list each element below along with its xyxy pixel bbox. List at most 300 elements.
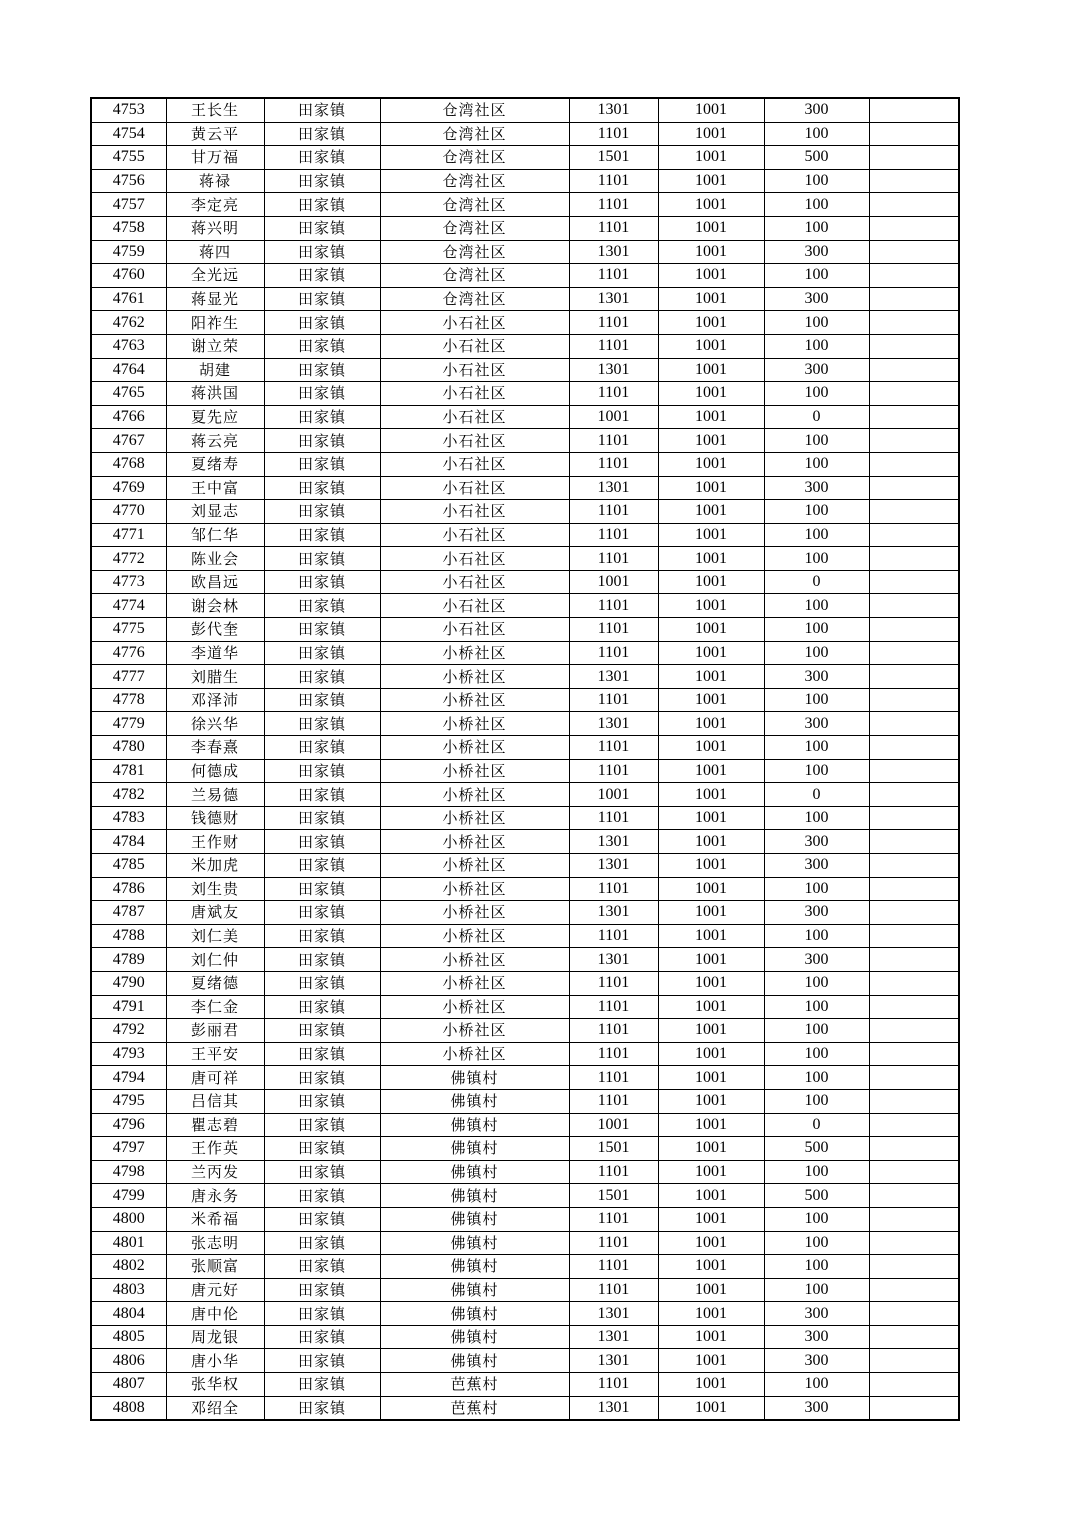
name-cell: 吕信其 xyxy=(166,1089,264,1113)
name-cell: 瞿志碧 xyxy=(166,1113,264,1137)
code-b-cell: 1001 xyxy=(658,901,764,925)
code-b-cell: 1001 xyxy=(658,1066,764,1090)
table-row xyxy=(91,594,959,618)
code-a-cell: 1101 xyxy=(569,1255,658,1279)
name-cell: 李定亮 xyxy=(166,193,264,217)
remark-cell xyxy=(869,1325,959,1349)
remark-cell xyxy=(869,948,959,972)
id-cell: 4773 xyxy=(91,570,166,594)
town-cell: 田家镇 xyxy=(264,547,380,571)
amount-cell: 300 xyxy=(764,1396,869,1420)
name-cell: 唐小华 xyxy=(166,1349,264,1373)
table-row xyxy=(91,618,959,642)
id-cell: 4799 xyxy=(91,1184,166,1208)
amount-cell: 300 xyxy=(764,948,869,972)
name-cell: 李仁金 xyxy=(166,995,264,1019)
table-row xyxy=(91,547,959,571)
table-row xyxy=(91,1231,959,1255)
remark-cell xyxy=(869,924,959,948)
name-cell: 全光远 xyxy=(166,264,264,288)
id-cell: 4779 xyxy=(91,712,166,736)
name-cell: 阳祚生 xyxy=(166,311,264,335)
table-row xyxy=(91,1184,959,1208)
code-b-cell: 1001 xyxy=(658,1113,764,1137)
community-cell: 仓湾社区 xyxy=(380,98,569,122)
name-cell: 唐斌友 xyxy=(166,901,264,925)
community-cell: 小桥社区 xyxy=(380,736,569,760)
id-cell: 4802 xyxy=(91,1255,166,1279)
name-cell: 蒋洪国 xyxy=(166,382,264,406)
amount-cell: 500 xyxy=(764,1184,869,1208)
town-cell: 田家镇 xyxy=(264,1184,380,1208)
community-cell: 佛镇村 xyxy=(380,1325,569,1349)
town-cell: 田家镇 xyxy=(264,759,380,783)
remark-cell xyxy=(869,830,959,854)
amount-cell: 300 xyxy=(764,358,869,382)
community-cell: 佛镇村 xyxy=(380,1255,569,1279)
remark-cell xyxy=(869,1396,959,1420)
code-a-cell: 1101 xyxy=(569,382,658,406)
amount-cell: 0 xyxy=(764,405,869,429)
amount-cell: 100 xyxy=(764,1089,869,1113)
remark-cell xyxy=(869,1349,959,1373)
table-row xyxy=(91,1349,959,1373)
code-a-cell: 1001 xyxy=(569,1113,658,1137)
name-cell: 刘腊生 xyxy=(166,665,264,689)
code-a-cell: 1301 xyxy=(569,358,658,382)
community-cell: 佛镇村 xyxy=(380,1349,569,1373)
town-cell: 田家镇 xyxy=(264,830,380,854)
name-cell: 王作英 xyxy=(166,1137,264,1161)
remark-cell xyxy=(869,452,959,476)
code-b-cell: 1001 xyxy=(658,452,764,476)
code-a-cell: 1301 xyxy=(569,712,658,736)
town-cell: 田家镇 xyxy=(264,1019,380,1043)
town-cell: 田家镇 xyxy=(264,1278,380,1302)
amount-cell: 100 xyxy=(764,500,869,524)
table-row xyxy=(91,405,959,429)
code-b-cell: 1001 xyxy=(658,523,764,547)
community-cell: 小桥社区 xyxy=(380,948,569,972)
amount-cell: 100 xyxy=(764,806,869,830)
amount-cell: 300 xyxy=(764,476,869,500)
community-cell: 小桥社区 xyxy=(380,854,569,878)
table-row xyxy=(91,830,959,854)
remark-cell xyxy=(869,193,959,217)
table-row xyxy=(91,641,959,665)
table-row xyxy=(91,1089,959,1113)
code-a-cell: 1301 xyxy=(569,1325,658,1349)
code-a-cell: 1101 xyxy=(569,1019,658,1043)
name-cell: 邹仁华 xyxy=(166,523,264,547)
amount-cell: 300 xyxy=(764,901,869,925)
remark-cell xyxy=(869,1184,959,1208)
community-cell: 佛镇村 xyxy=(380,1089,569,1113)
code-b-cell: 1001 xyxy=(658,1373,764,1397)
community-cell: 小石社区 xyxy=(380,594,569,618)
town-cell: 田家镇 xyxy=(264,641,380,665)
amount-cell: 100 xyxy=(764,429,869,453)
amount-cell: 100 xyxy=(764,547,869,571)
amount-cell: 300 xyxy=(764,98,869,122)
table-row xyxy=(91,948,959,972)
town-cell: 田家镇 xyxy=(264,146,380,170)
id-cell: 4800 xyxy=(91,1207,166,1231)
id-cell: 4781 xyxy=(91,759,166,783)
amount-cell: 100 xyxy=(764,382,869,406)
code-b-cell: 1001 xyxy=(658,287,764,311)
table-row xyxy=(91,334,959,358)
code-a-cell: 1101 xyxy=(569,216,658,240)
code-a-cell: 1101 xyxy=(569,877,658,901)
remark-cell xyxy=(869,1373,959,1397)
amount-cell: 100 xyxy=(764,971,869,995)
id-cell: 4762 xyxy=(91,311,166,335)
community-cell: 小桥社区 xyxy=(380,924,569,948)
remark-cell xyxy=(869,806,959,830)
remark-cell xyxy=(869,594,959,618)
remark-cell xyxy=(869,429,959,453)
table-body xyxy=(91,98,959,1420)
code-a-cell: 1101 xyxy=(569,618,658,642)
town-cell: 田家镇 xyxy=(264,736,380,760)
id-cell: 4767 xyxy=(91,429,166,453)
town-cell: 田家镇 xyxy=(264,523,380,547)
community-cell: 小石社区 xyxy=(380,547,569,571)
table-row xyxy=(91,1325,959,1349)
town-cell: 田家镇 xyxy=(264,1231,380,1255)
code-b-cell: 1001 xyxy=(658,948,764,972)
amount-cell: 100 xyxy=(764,1207,869,1231)
id-cell: 4784 xyxy=(91,830,166,854)
town-cell: 田家镇 xyxy=(264,688,380,712)
remark-cell xyxy=(869,405,959,429)
code-a-cell: 1101 xyxy=(569,169,658,193)
community-cell: 小桥社区 xyxy=(380,877,569,901)
table-row xyxy=(91,924,959,948)
amount-cell: 300 xyxy=(764,287,869,311)
code-a-cell: 1301 xyxy=(569,948,658,972)
amount-cell: 100 xyxy=(764,264,869,288)
code-a-cell: 1101 xyxy=(569,264,658,288)
id-cell: 4790 xyxy=(91,971,166,995)
community-cell: 小石社区 xyxy=(380,618,569,642)
remark-cell xyxy=(869,240,959,264)
id-cell: 4766 xyxy=(91,405,166,429)
remark-cell xyxy=(869,1255,959,1279)
community-cell: 小桥社区 xyxy=(380,665,569,689)
code-b-cell: 1001 xyxy=(658,1325,764,1349)
town-cell: 田家镇 xyxy=(264,169,380,193)
remark-cell xyxy=(869,334,959,358)
code-b-cell: 1001 xyxy=(658,924,764,948)
code-a-cell: 1101 xyxy=(569,1089,658,1113)
code-a-cell: 1301 xyxy=(569,240,658,264)
code-b-cell: 1001 xyxy=(658,854,764,878)
table-row xyxy=(91,287,959,311)
name-cell: 唐元好 xyxy=(166,1278,264,1302)
id-cell: 4803 xyxy=(91,1278,166,1302)
town-cell: 田家镇 xyxy=(264,500,380,524)
code-b-cell: 1001 xyxy=(658,334,764,358)
code-b-cell: 1001 xyxy=(658,122,764,146)
code-a-cell: 1101 xyxy=(569,1160,658,1184)
amount-cell: 0 xyxy=(764,570,869,594)
id-cell: 4760 xyxy=(91,264,166,288)
remark-cell xyxy=(869,618,959,642)
town-cell: 田家镇 xyxy=(264,1089,380,1113)
code-a-cell: 1301 xyxy=(569,1302,658,1326)
community-cell: 佛镇村 xyxy=(380,1137,569,1161)
name-cell: 夏绪寿 xyxy=(166,452,264,476)
remark-cell xyxy=(869,216,959,240)
code-b-cell: 1001 xyxy=(658,98,764,122)
code-b-cell: 1001 xyxy=(658,736,764,760)
amount-cell: 100 xyxy=(764,688,869,712)
id-cell: 4806 xyxy=(91,1349,166,1373)
amount-cell: 100 xyxy=(764,1231,869,1255)
code-b-cell: 1001 xyxy=(658,169,764,193)
remark-cell xyxy=(869,665,959,689)
community-cell: 小石社区 xyxy=(380,311,569,335)
community-cell: 小石社区 xyxy=(380,405,569,429)
name-cell: 唐可祥 xyxy=(166,1066,264,1090)
id-cell: 4782 xyxy=(91,783,166,807)
code-b-cell: 1001 xyxy=(658,1160,764,1184)
amount-cell: 300 xyxy=(764,854,869,878)
community-cell: 佛镇村 xyxy=(380,1066,569,1090)
code-b-cell: 1001 xyxy=(658,1396,764,1420)
code-a-cell: 1101 xyxy=(569,547,658,571)
town-cell: 田家镇 xyxy=(264,1302,380,1326)
id-cell: 4753 xyxy=(91,98,166,122)
code-a-cell: 1101 xyxy=(569,452,658,476)
code-a-cell: 1301 xyxy=(569,476,658,500)
code-a-cell: 1301 xyxy=(569,665,658,689)
town-cell: 田家镇 xyxy=(264,264,380,288)
code-b-cell: 1001 xyxy=(658,429,764,453)
table-row xyxy=(91,1160,959,1184)
remark-cell xyxy=(869,712,959,736)
remark-cell xyxy=(869,287,959,311)
amount-cell: 500 xyxy=(764,1137,869,1161)
amount-cell: 100 xyxy=(764,641,869,665)
id-cell: 4788 xyxy=(91,924,166,948)
code-a-cell: 1101 xyxy=(569,736,658,760)
remark-cell xyxy=(869,995,959,1019)
community-cell: 小石社区 xyxy=(380,476,569,500)
id-cell: 4778 xyxy=(91,688,166,712)
name-cell: 邓泽沛 xyxy=(166,688,264,712)
community-cell: 佛镇村 xyxy=(380,1278,569,1302)
town-cell: 田家镇 xyxy=(264,240,380,264)
code-a-cell: 1101 xyxy=(569,924,658,948)
town-cell: 田家镇 xyxy=(264,783,380,807)
amount-cell: 100 xyxy=(764,1373,869,1397)
amount-cell: 100 xyxy=(764,759,869,783)
code-b-cell: 1001 xyxy=(658,1137,764,1161)
code-b-cell: 1001 xyxy=(658,995,764,1019)
community-cell: 仓湾社区 xyxy=(380,122,569,146)
table-row xyxy=(91,523,959,547)
code-b-cell: 1001 xyxy=(658,240,764,264)
remark-cell xyxy=(869,1302,959,1326)
code-b-cell: 1001 xyxy=(658,1255,764,1279)
code-b-cell: 1001 xyxy=(658,216,764,240)
table-row xyxy=(91,452,959,476)
id-cell: 4785 xyxy=(91,854,166,878)
id-cell: 4768 xyxy=(91,452,166,476)
remark-cell xyxy=(869,98,959,122)
code-a-cell: 1101 xyxy=(569,523,658,547)
code-b-cell: 1001 xyxy=(658,806,764,830)
town-cell: 田家镇 xyxy=(264,570,380,594)
id-cell: 4759 xyxy=(91,240,166,264)
id-cell: 4757 xyxy=(91,193,166,217)
id-cell: 4758 xyxy=(91,216,166,240)
town-cell: 田家镇 xyxy=(264,1160,380,1184)
id-cell: 4769 xyxy=(91,476,166,500)
name-cell: 谢立荣 xyxy=(166,334,264,358)
town-cell: 田家镇 xyxy=(264,1325,380,1349)
remark-cell xyxy=(869,1137,959,1161)
code-b-cell: 1001 xyxy=(658,641,764,665)
remark-cell xyxy=(869,358,959,382)
community-cell: 芭蕉村 xyxy=(380,1396,569,1420)
code-a-cell: 1101 xyxy=(569,995,658,1019)
id-cell: 4792 xyxy=(91,1019,166,1043)
table-row xyxy=(91,500,959,524)
community-cell: 仓湾社区 xyxy=(380,169,569,193)
town-cell: 田家镇 xyxy=(264,948,380,972)
community-cell: 小桥社区 xyxy=(380,783,569,807)
id-cell: 4775 xyxy=(91,618,166,642)
community-cell: 佛镇村 xyxy=(380,1160,569,1184)
amount-cell: 100 xyxy=(764,311,869,335)
community-cell: 仓湾社区 xyxy=(380,193,569,217)
id-cell: 4801 xyxy=(91,1231,166,1255)
table-row xyxy=(91,358,959,382)
table-row xyxy=(91,311,959,335)
table-row xyxy=(91,122,959,146)
code-a-cell: 1301 xyxy=(569,98,658,122)
community-cell: 小石社区 xyxy=(380,452,569,476)
table-row xyxy=(91,1019,959,1043)
code-b-cell: 1001 xyxy=(658,1019,764,1043)
community-cell: 仓湾社区 xyxy=(380,216,569,240)
town-cell: 田家镇 xyxy=(264,429,380,453)
amount-cell: 0 xyxy=(764,783,869,807)
amount-cell: 100 xyxy=(764,1066,869,1090)
code-a-cell: 1101 xyxy=(569,334,658,358)
name-cell: 刘仁仲 xyxy=(166,948,264,972)
amount-cell: 300 xyxy=(764,1325,869,1349)
community-cell: 仓湾社区 xyxy=(380,287,569,311)
town-cell: 田家镇 xyxy=(264,971,380,995)
table-row xyxy=(91,971,959,995)
community-cell: 小石社区 xyxy=(380,358,569,382)
code-a-cell: 1101 xyxy=(569,1042,658,1066)
amount-cell: 100 xyxy=(764,334,869,358)
remark-cell xyxy=(869,264,959,288)
name-cell: 刘显志 xyxy=(166,500,264,524)
community-cell: 小桥社区 xyxy=(380,759,569,783)
code-b-cell: 1001 xyxy=(658,570,764,594)
amount-cell: 300 xyxy=(764,1349,869,1373)
name-cell: 夏绪德 xyxy=(166,971,264,995)
name-cell: 王平安 xyxy=(166,1042,264,1066)
code-b-cell: 1001 xyxy=(658,358,764,382)
community-cell: 小桥社区 xyxy=(380,1042,569,1066)
table-row xyxy=(91,759,959,783)
code-a-cell: 1101 xyxy=(569,641,658,665)
code-a-cell: 1501 xyxy=(569,1137,658,1161)
town-cell: 田家镇 xyxy=(264,618,380,642)
table-row xyxy=(91,1207,959,1231)
code-b-cell: 1001 xyxy=(658,877,764,901)
name-cell: 兰易德 xyxy=(166,783,264,807)
community-cell: 仓湾社区 xyxy=(380,146,569,170)
amount-cell: 100 xyxy=(764,452,869,476)
remark-cell xyxy=(869,877,959,901)
code-a-cell: 1101 xyxy=(569,1066,658,1090)
town-cell: 田家镇 xyxy=(264,854,380,878)
code-a-cell: 1301 xyxy=(569,1396,658,1420)
id-cell: 4804 xyxy=(91,1302,166,1326)
id-cell: 4755 xyxy=(91,146,166,170)
code-b-cell: 1001 xyxy=(658,618,764,642)
remark-cell xyxy=(869,570,959,594)
code-a-cell: 1301 xyxy=(569,287,658,311)
table-row xyxy=(91,736,959,760)
table-row xyxy=(91,146,959,170)
name-cell: 张顺富 xyxy=(166,1255,264,1279)
town-cell: 田家镇 xyxy=(264,1066,380,1090)
code-b-cell: 1001 xyxy=(658,971,764,995)
code-b-cell: 1001 xyxy=(658,1349,764,1373)
amount-cell: 100 xyxy=(764,1042,869,1066)
town-cell: 田家镇 xyxy=(264,358,380,382)
code-b-cell: 1001 xyxy=(658,405,764,429)
amount-cell: 100 xyxy=(764,924,869,948)
name-cell: 蒋兴明 xyxy=(166,216,264,240)
code-b-cell: 1001 xyxy=(658,759,764,783)
table-row xyxy=(91,1042,959,1066)
code-b-cell: 1001 xyxy=(658,146,764,170)
town-cell: 田家镇 xyxy=(264,334,380,358)
remark-cell xyxy=(869,688,959,712)
remark-cell xyxy=(869,1278,959,1302)
community-cell: 小桥社区 xyxy=(380,688,569,712)
table-row xyxy=(91,1396,959,1420)
name-cell: 唐永务 xyxy=(166,1184,264,1208)
name-cell: 李春熹 xyxy=(166,736,264,760)
id-cell: 4763 xyxy=(91,334,166,358)
name-cell: 谢会林 xyxy=(166,594,264,618)
remark-cell xyxy=(869,500,959,524)
code-b-cell: 1001 xyxy=(658,264,764,288)
table-row xyxy=(91,665,959,689)
town-cell: 田家镇 xyxy=(264,1255,380,1279)
town-cell: 田家镇 xyxy=(264,1349,380,1373)
code-a-cell: 1101 xyxy=(569,1373,658,1397)
amount-cell: 100 xyxy=(764,523,869,547)
name-cell: 欧昌远 xyxy=(166,570,264,594)
id-cell: 4797 xyxy=(91,1137,166,1161)
code-b-cell: 1001 xyxy=(658,382,764,406)
id-cell: 4780 xyxy=(91,736,166,760)
id-cell: 4805 xyxy=(91,1325,166,1349)
